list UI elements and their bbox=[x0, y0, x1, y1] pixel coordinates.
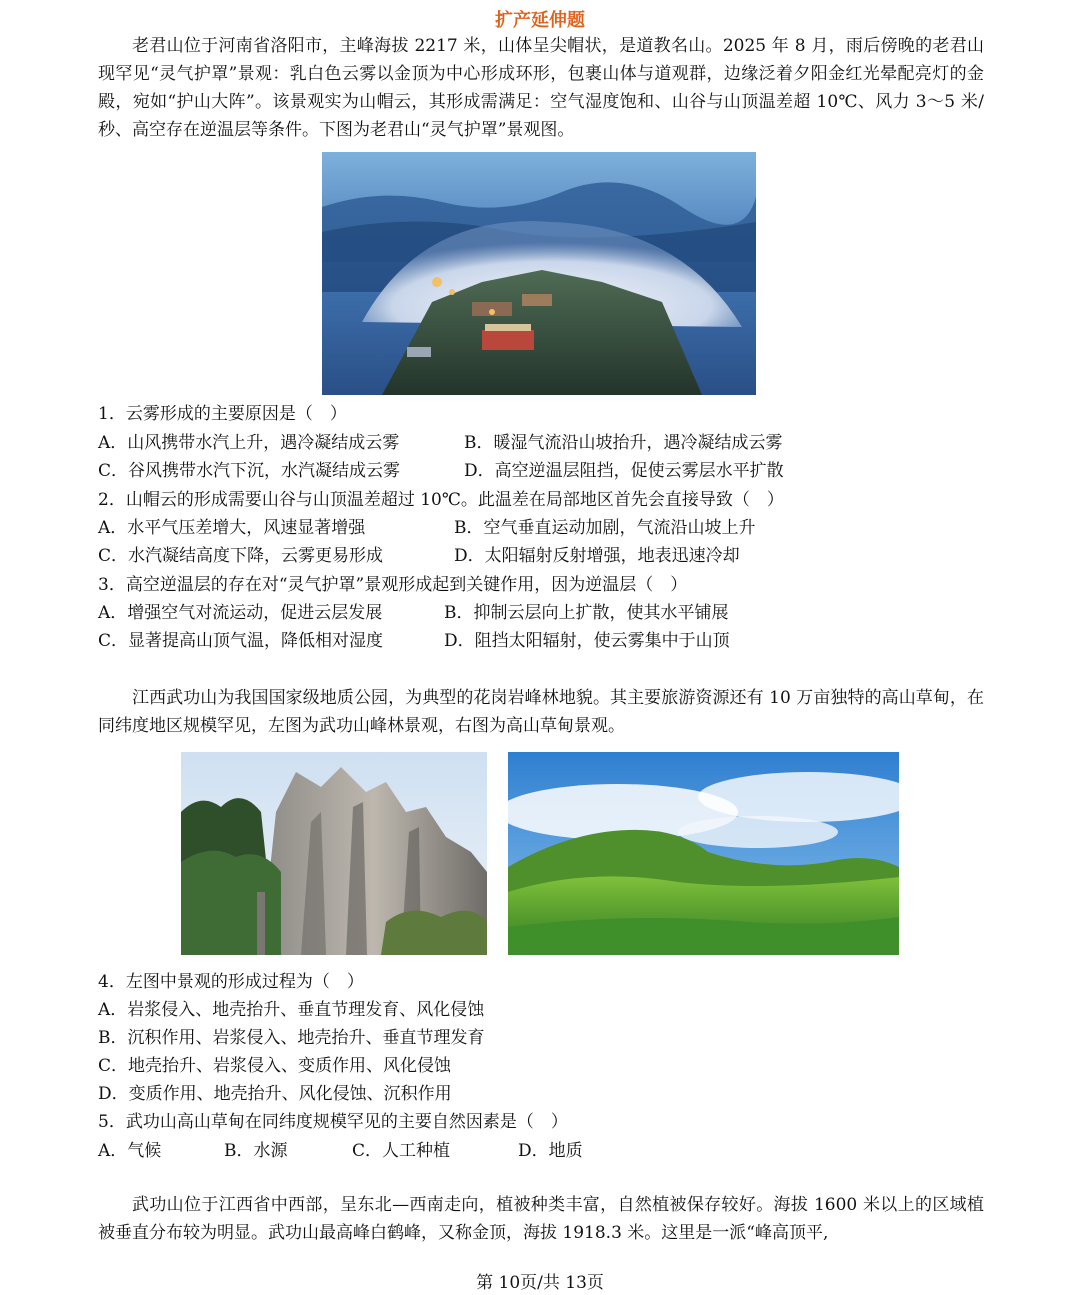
question-3-option-d[interactable]: D．阻挡太阳辐射，使云雾集中于山顶 bbox=[444, 631, 730, 651]
question-1-options-row-2 bbox=[98, 457, 984, 485]
laojunshan-cloud-photo bbox=[322, 152, 756, 395]
question-5-option-d[interactable]: D．地质 bbox=[518, 1141, 583, 1161]
question-1-options-row-1 bbox=[98, 429, 984, 457]
question-5-option-a[interactable]: A．气候 bbox=[98, 1141, 162, 1161]
question-4-option-b[interactable]: B．沉积作用、岩浆侵入、地壳抬升、垂直节理发育 bbox=[98, 1028, 485, 1048]
question-4-option-a[interactable]: A．岩浆侵入、地壳抬升、垂直节理发育、风化侵蚀 bbox=[98, 1000, 485, 1020]
question-5-options-row bbox=[98, 1137, 984, 1165]
alpine-meadow-photo bbox=[508, 752, 899, 955]
question-3-options-row-1 bbox=[98, 599, 984, 627]
question-5-option-c[interactable]: C．人工种植 bbox=[352, 1141, 451, 1161]
peak-forest-photo bbox=[181, 752, 487, 955]
question-1-option-c[interactable]: C．谷风携带水汽下沉，水汽凝结成云雾 bbox=[98, 461, 401, 481]
question-2-stem: 2．山帽云的形成需要山谷与山顶温差超过 10℃。此温差在局部地区首先会直接导致（ ） bbox=[98, 490, 784, 510]
question-2-options-row-1 bbox=[98, 514, 984, 542]
page-title: 扩产延伸题 bbox=[495, 10, 585, 31]
question-1-option-d[interactable]: D．高空逆温层阻挡，促使云雾层水平扩散 bbox=[464, 461, 784, 481]
question-2-option-b[interactable]: B．空气垂直运动加剧，气流沿山坡上升 bbox=[454, 518, 756, 538]
intro-paragraph-wugongshan: 江西武功山为我国国家级地质公园，为典型的花岗岩峰林地貌。其主要旅游资源还有 10 万亩独特的高山草甸，在同纬度地区规模罕见，左图为武功山峰林景观，右图为高山草甸景观。 bbox=[98, 688, 984, 736]
question-3-stem: 3．高空逆温层的存在对“灵气护罩”景观形成起到关键作用，因为逆温层（ ） bbox=[98, 575, 688, 595]
question-3-option-c[interactable]: C．显著提高山顶气温，降低相对湿度 bbox=[98, 631, 384, 651]
question-1-stem: 1．云雾形成的主要原因是（ ） bbox=[98, 404, 347, 424]
question-3-options-row-2 bbox=[98, 627, 984, 655]
question-4-option-c[interactable]: C．地壳抬升、岩浆侵入、变质作用、风化侵蚀 bbox=[98, 1056, 452, 1076]
question-2-options-row-2 bbox=[98, 542, 984, 570]
intro-paragraph-laojunshan: 老君山位于河南省洛阳市，主峰海拔 2217 米，山体呈尖帽状，是道教名山。2025 年 8 月，雨后傍晚的老君山现罕见“灵气护罩”景观：乳白色云雾以金顶为中心形成环形，包裹山体与道观群，边缘泛着夕阳金红光晕配亮灯的金殿，宛如“护山大阵”。该景观实为山帽云，其形成需满足：空气湿度饱和、山谷与山顶温差超 10℃、风力 3～5 米/秒、高空存在逆温层等条件。下图为老君山“灵气护罩”景观图。 bbox=[98, 36, 984, 140]
question-2-option-c[interactable]: C．水汽凝结高度下降，云雾更易形成 bbox=[98, 546, 384, 566]
page-number: 第 10页/共 13页 bbox=[476, 1273, 604, 1293]
question-4-stem: 4．左图中景观的形成过程为（ ） bbox=[98, 972, 364, 992]
question-5-option-b[interactable]: B．水源 bbox=[224, 1141, 288, 1161]
question-5-stem: 5．武功山高山草甸在同纬度规模罕见的主要自然因素是（ ） bbox=[98, 1112, 568, 1132]
question-1-option-a[interactable]: A．山风携带水汽上升，遇冷凝结成云雾 bbox=[98, 433, 400, 453]
question-3-option-b[interactable]: B．抑制云层向上扩散，使其水平铺展 bbox=[444, 603, 729, 623]
question-4-option-d[interactable]: D．变质作用、地壳抬升、风化侵蚀、沉积作用 bbox=[98, 1084, 452, 1104]
question-1-option-b[interactable]: B．暖湿气流沿山坡抬升，遇冷凝结成云雾 bbox=[464, 433, 783, 453]
question-2-option-a[interactable]: A．水平气压差增大，风速显著增强 bbox=[98, 518, 366, 538]
intro-paragraph-wugongshan-vegetation: 武功山位于江西省中西部，呈东北—西南走向，植被种类丰富，自然植被保存较好。海拔 1600 米以上的区域植被垂直分布较为明显。武功山最高峰白鹤峰，又称金顶，海拔 1918.3 米。这里是一派“峰高顶平, bbox=[98, 1195, 984, 1243]
question-3-option-a[interactable]: A．增强空气对流运动，促进云层发展 bbox=[98, 603, 383, 623]
question-2-option-d[interactable]: D．太阳辐射反射增强，地表迅速冷却 bbox=[454, 546, 740, 566]
